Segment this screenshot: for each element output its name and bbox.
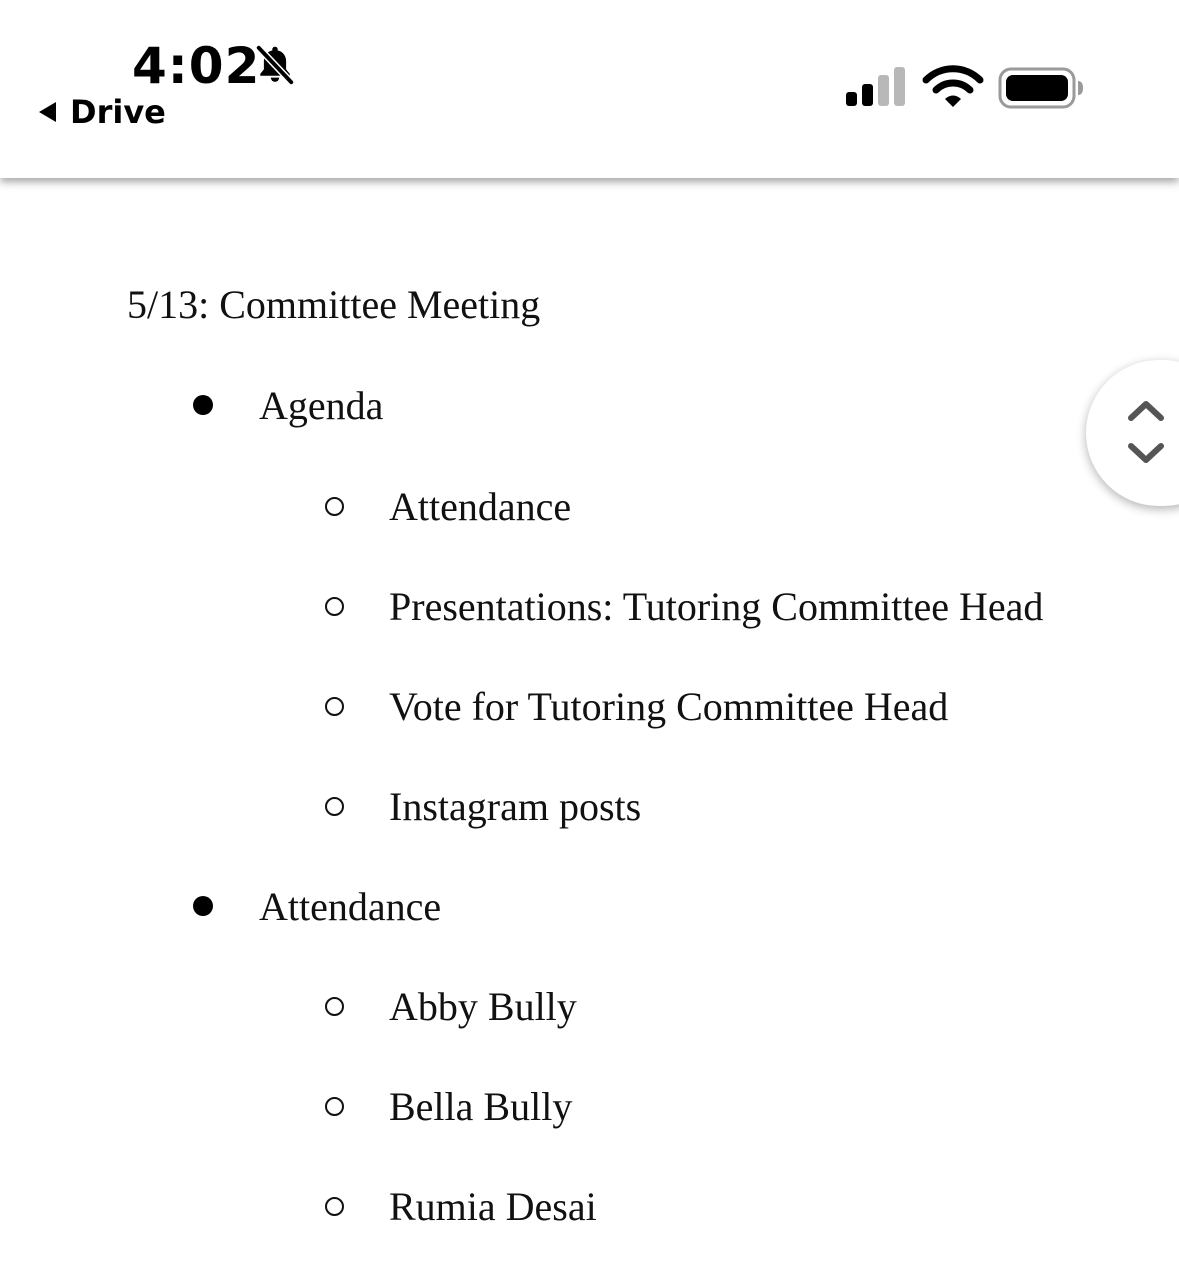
bullet-circle-icon	[325, 797, 344, 816]
signal-bar-4	[894, 67, 905, 106]
list-item-text: Abby Bully	[389, 983, 577, 1029]
back-to-drive-button[interactable]	[36, 92, 166, 132]
signal-bar-2	[862, 84, 873, 106]
bullet-circle-icon	[325, 997, 344, 1016]
back-triangle-icon	[36, 100, 58, 124]
document-page	[0, 178, 1179, 1263]
status-time: 4:02	[132, 37, 261, 95]
battery-icon	[998, 66, 1084, 110]
section-heading: Attendance	[259, 883, 442, 929]
bullet-agenda	[190, 375, 383, 435]
list-item-text: Presentations: Tutoring Committee Head	[389, 583, 1044, 629]
list-item	[322, 576, 1043, 636]
list-item-text: Attendance	[389, 483, 572, 529]
list-item-text: Vote for Tutoring Committee Head	[389, 683, 949, 729]
bullet-circle-icon	[325, 1097, 344, 1116]
bullet-circle-icon	[325, 1197, 344, 1216]
list-item-text: Rumia Desai	[389, 1183, 597, 1229]
status-bar	[0, 0, 1179, 178]
list-item	[322, 776, 641, 836]
list-item	[322, 1076, 572, 1136]
list-item	[322, 476, 571, 536]
list-item	[322, 1176, 597, 1236]
bullet-attendance	[190, 876, 441, 936]
bullet-circle-icon	[325, 497, 344, 516]
list-item-text: Instagram posts	[389, 783, 642, 829]
bullet-circle-icon	[325, 697, 344, 716]
list-item-text: Bella Bully	[389, 1083, 573, 1129]
wifi-icon	[922, 64, 984, 110]
document-title: 5/13: Committee Meeting	[127, 282, 541, 327]
list-item	[322, 676, 948, 736]
list-item	[322, 976, 577, 1036]
bullet-disc-icon	[193, 395, 213, 415]
chevron-down-icon[interactable]	[1126, 440, 1166, 468]
chevron-up-icon[interactable]	[1126, 396, 1166, 424]
signal-bar-1	[846, 92, 857, 106]
bullet-disc-icon	[193, 896, 213, 916]
back-label: Drive	[70, 93, 166, 131]
bullet-circle-icon	[325, 597, 344, 616]
section-heading: Agenda	[259, 382, 384, 428]
bell-slash-icon	[252, 42, 298, 88]
signal-bar-3	[878, 75, 889, 106]
cellular-signal-icon	[844, 66, 906, 108]
